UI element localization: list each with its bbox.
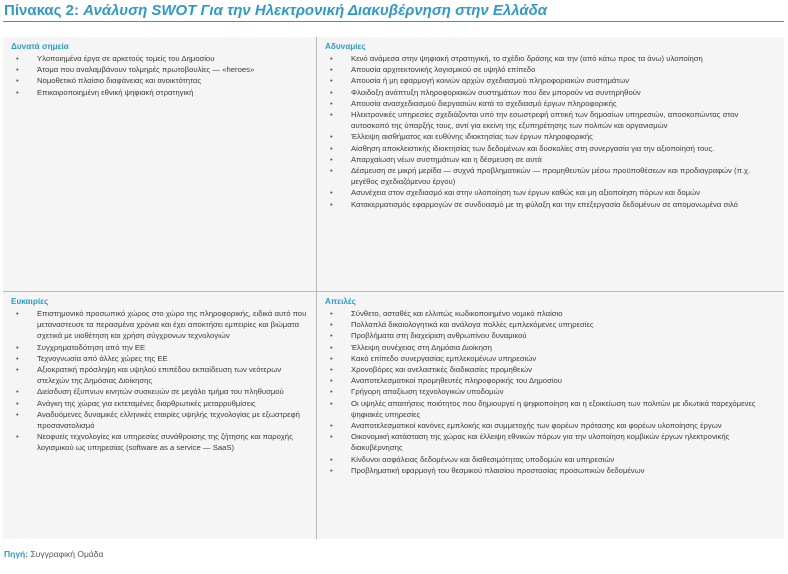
list-item: • Σύνθετο, ασταθές και ελλιπώς κωδικοποιημένο νομικό πλαίσιο	[325, 308, 776, 319]
strengths-cell	[3, 37, 317, 292]
list-item: • Κατακερματισμός εφαρμογών σε συνδυασμό με τη φύλαξη και την επεξεργασία δεδομένων σε απομονωμένα σιλό	[325, 199, 776, 210]
source-note	[4, 549, 103, 559]
list-item: • Επικαιροποιημένη εθνική ψηφιακή στρατηγική	[11, 87, 308, 98]
weaknesses-cell	[317, 37, 784, 292]
list-item: • Υλοποιημένα έργα σε αρκετούς τομείς του Δημοσίου	[11, 53, 308, 64]
strengths-list	[11, 53, 308, 98]
list-item: • Προβλήματα στη διαχείριση ανθρωπίνου δυναμικού	[325, 330, 776, 341]
table-number: Πίνακας 2:	[4, 2, 79, 19]
threats-heading: Απειλές	[325, 297, 356, 306]
table-caption: Ανάλυση SWOT Για την Ηλεκτρονική Διακυβέρνηση στην Ελλάδα	[83, 2, 548, 19]
list-item: • Διείσδυση έξυπνων κινητών συσκευών σε μεγάλο τμήμα του πληθυσμού	[11, 386, 308, 397]
list-item: • Αναδυόμενες δυναμικές ελληνικές εταιρίες υψηλής τεχνολογίας με εξωστρεφή προσανατολισμό	[11, 409, 308, 431]
list-item: • Απουσία ή μη εφαρμογή κοινών αρχών σχεδιασμού πληροφοριακών συστημάτων	[325, 75, 776, 86]
threats-list	[325, 308, 776, 476]
list-item: • Κακό επίπεδο συνεργασίας εμπλεκομένων υπηρεσιών	[325, 353, 776, 364]
list-item: • Ανάγκη της χώρας για εκτεταμένες διαρθρωτικές μεταρρυθμίσεις	[11, 398, 308, 409]
list-item: • Ασυνέχεια στον σχεδιασμό και στην υλοποίηση των έργων καθώς και μη αξιοποίηση πόρων και δομών	[325, 187, 776, 198]
list-item: • Απουσία ανασχεδιασμού διεργασιών κατά το σχεδιασμό έργων πληροφορικής	[325, 98, 776, 109]
list-item: • Φλοιδοξη ανάπτυξη πληροφοριακών συστημάτων που δεν μπορούν να συντηρηθούν	[325, 87, 776, 98]
swot-table	[3, 37, 784, 539]
list-item: • Γρήγορη απαξίωση τεχνολογικών υποδομών	[325, 386, 776, 397]
source-text: Συγγραφική Ομάδα	[30, 549, 104, 559]
list-item: • Δέσμευση σε μικρή μερίδα — συχνά προβληματικών — προμηθευτών μέσω προϋποθέσεων και προδιαγραφών (π.χ. μεγέθος σχεδιαζόμενου έργου)	[325, 165, 776, 187]
list-item: • Νεοφυείς τεχνολογίες και υπηρεσίες συνάθροισης της ζήτησης και παροχής λογισμικού ως υπηρεσίας (software as a service — SaaS)	[11, 431, 308, 453]
list-item: • Έλλειψη συνέχειας στη Δημόσια Διοίκηση	[325, 342, 776, 353]
list-item: • Επιστημονικό προσωπικό χώρος στο χώρο της πληροφορικής, ειδικά αυτό που μεταναστευσε τα περασμένα χρόνια και έχει αποκτήσει εμπειρίες και βιώματα σχετικά με υιοθέτηση και χρήση σύγχρονων τεχνολογιών	[11, 308, 308, 342]
source-label: Πηγή:	[4, 549, 29, 559]
list-item: • Αξιοκρατική πρόσληψη και υψηλού επιπέδου εκπαίδευση των νεότερων στελεχών της Δημόσιας Διοίκησης	[11, 364, 308, 386]
list-item: • Νομοθετικό πλαίσιο διαφάνειας και ανοικτότητας	[11, 75, 308, 86]
list-item: • Προβληματική εφαρμογή του θεσμικού πλαισίου προστασίας προσωπικών δεδομένων	[325, 465, 776, 476]
opportunities-cell	[3, 292, 317, 539]
title-divider	[3, 21, 784, 22]
opportunities-heading: Ευκαιρίες	[11, 297, 49, 306]
weaknesses-list	[325, 53, 776, 210]
list-item: • Αναποτελεσματικοί προμηθευτές πληροφορικής του Δημοσίου	[325, 375, 776, 386]
list-item: • Ηλεκτρονικές υπηρεσίες σχεδιάζονται υπό την εσωστρεφή οπτική των δημοσίων υπηρεσιών, αποσκοπώντας στον αυτοσκοπό της ύπαρξής τους, αντί για εκείνη της εξυπηρέτησης των πολιτών και οργανισμών	[325, 109, 776, 131]
list-item: • Κίνδυνοι ασφάλειας δεδομένων και διαθεσιμότητας υποδομών και υπηρεσιών	[325, 454, 776, 465]
threats-cell	[317, 292, 784, 539]
list-item: • Απουσία αρχιτεκτονικής λογισμικού σε υψηλό επίπεδο	[325, 64, 776, 75]
list-item: • Χρονοβόρες και ανελαστικές διαδικασίες προμηθειών	[325, 364, 776, 375]
list-item: • Αναποτελεσματικοί κανόνες εμπλοκής και συμμετοχής των φορέων πρότασης και φορέων υλοποίησης έργων	[325, 420, 776, 431]
list-item: • Τεχνογνωσία από άλλες χώρες της ΕΕ	[11, 353, 308, 364]
list-item: • Πολλαπλά δικαιολογητικά και ανάλογα πολλές εμπλεκόμενες υπηρεσίες	[325, 319, 776, 330]
strengths-heading: Δυνατά σημεία	[11, 42, 69, 51]
opportunities-list	[11, 308, 308, 454]
list-item: • Κενό ανάμεσα στην ψηφιακή στρατηγική, το σχέδιο δράσης και την (από κάτω προς τα άνω) υλοποίηση	[325, 53, 776, 64]
list-item: • Συγχρηματοδότηση από την ΕΕ	[11, 342, 308, 353]
weaknesses-heading: Αδυναμίες	[325, 42, 366, 51]
list-item: • Οι υψηλές απαιτήσεις ποιότητος που δημιουργεί η ψηφιοποίηση και η εξοικείωση των πολιτών με ιδιωτικά παρεχόμενες ψηφιακές υπηρεσίες	[325, 398, 776, 420]
list-item: • Αίσθηση αποκλειστικής ιδιοκτησίας των δεδομένων και δυσκολίες στη συνεργασία για την αξιοποίησή τους.	[325, 143, 776, 154]
list-item: • Οικονομική κατάσταση της χώρας και έλλειψη εθνικών πόρων για την υλοποίηση κομβικών έργων ηλεκτρονικής διακυβέρνησης	[325, 431, 776, 453]
table-title	[4, 2, 547, 19]
list-item: • Άτομα που αναλαμβάνουν τολμηρές πρωτοβουλίες — «heroes»	[11, 64, 308, 75]
list-item: • Απαρχαίωση νέων συστημάτων και η δέσμευση σε αυτά	[325, 154, 776, 165]
list-item: • Έλλειψη αισθήματος και ευθύνης ιδιοκτησίας των έργων πληροφορικής	[325, 131, 776, 142]
